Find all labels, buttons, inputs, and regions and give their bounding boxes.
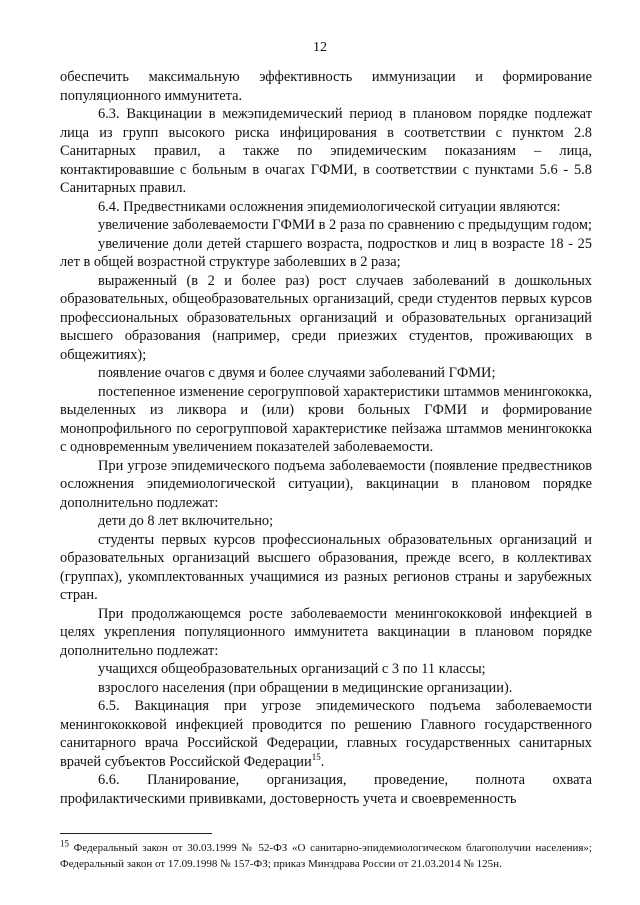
paragraph: обеспечить максимальную эффективность иммунизации и формирование популяционного иммунитета. <box>60 69 592 104</box>
footnote-divider <box>60 833 212 834</box>
paragraph: постепенное изменение серогрупповой характеристики штаммов менингококка, выделенных из ликвора и (или) крови больных ГФМИ и формирование монопрофильного по серогрупповой характеристике пейзажа штаммов менингококка с одновременным увеличением показателей заболеваемости. <box>60 383 592 455</box>
document-body <box>60 68 592 808</box>
paragraph: При угрозе эпидемического подъема заболеваемости (появление предвестников осложнения эпидемиологической ситуации), вакцинации в плановом порядке дополнительно подлежат: <box>60 457 592 511</box>
paragraph: дети до 8 лет включительно; <box>98 513 274 529</box>
paragraph: 6.6. Планирование, организация, проведение, полнота охвата профилактическими прививками, достоверность учета и своевременность <box>60 772 592 807</box>
footnote <box>60 840 592 872</box>
paragraph-with-footnote <box>60 697 592 771</box>
paragraph: 6.4. Предвестниками осложнения эпидемиологической ситуации являются: <box>98 198 561 215</box>
paragraph: При продолжающемся росте заболеваемости менингококковой инфекцией в целях укрепления популяционного иммунитета вакцинации в плановом порядке дополнительно подлежат: <box>60 605 592 659</box>
paragraph: увеличение доли детей старшего возраста, подростков и лиц в возрасте 18 - 25 лет в общей возрастной структуре заболевших в 2 раза; <box>60 235 592 270</box>
paragraph-end: . <box>320 753 325 770</box>
paragraph: студенты первых курсов профессиональных образовательных организаций и образовательных организаций высшего образования, прежде всего, в коллективах (группах), укомплектованных учащимися из разных регионов страны и зарубежных стран. <box>60 531 592 603</box>
paragraph: 6.3. Вакцинации в межэпидемический период в плановом порядке подлежат лица из групп высокого риска инфицирования в соответствии с пунктом 2.8 Санитарных правил, а также по эпидемическим показаниям – лица, контактировавшие с больным в очагах ГФМИ, в соответствии с пунктами 5.6 - 5.8 Санитарных правил. <box>60 106 592 196</box>
page-number: 12 <box>313 40 327 55</box>
footnote-ref[interactable]: 15 <box>311 751 321 762</box>
footnote-number: 15 <box>60 838 69 849</box>
footnote-text: Федеральный закон от 30.03.1999 № 52-ФЗ «О санитарно-эпидемиологическом благополучии населения»; Федеральный закон от 17.09.1998 № 157-ФЗ; приказ Минздрава России от 21.03.2014 № 125н. <box>60 842 592 870</box>
paragraph-text: 6.5. Вакцинация при угрозе эпидемического подъема заболеваемости менингококковой инфекцией проводится по решению Главного государственного санитарного врача Российской Федерации, главных государственных санитарных врачей субъектов Российской Федерации <box>60 698 592 770</box>
paragraph: увеличение заболеваемости ГФМИ в 2 раза по сравнению с предыдущим годом; <box>98 217 592 233</box>
paragraph: выраженный (в 2 и более раз) рост случаев заболеваний в дошкольных образовательных, общеобразовательных организаций, среди студентов первых курсов профессиональных образовательных организаций и образовательных организаций высшего образования (например, среди приезжих студентов, проживающих в общежитиях); <box>60 272 592 363</box>
paragraph: взрослого населения (при обращении в медицинские организации). <box>98 679 513 696</box>
paragraph: появление очагов с двумя и более случаями заболеваний ГФМИ; <box>98 365 496 381</box>
paragraph: учащихся общеобразовательных организаций с 3 по 11 классы; <box>98 661 486 677</box>
